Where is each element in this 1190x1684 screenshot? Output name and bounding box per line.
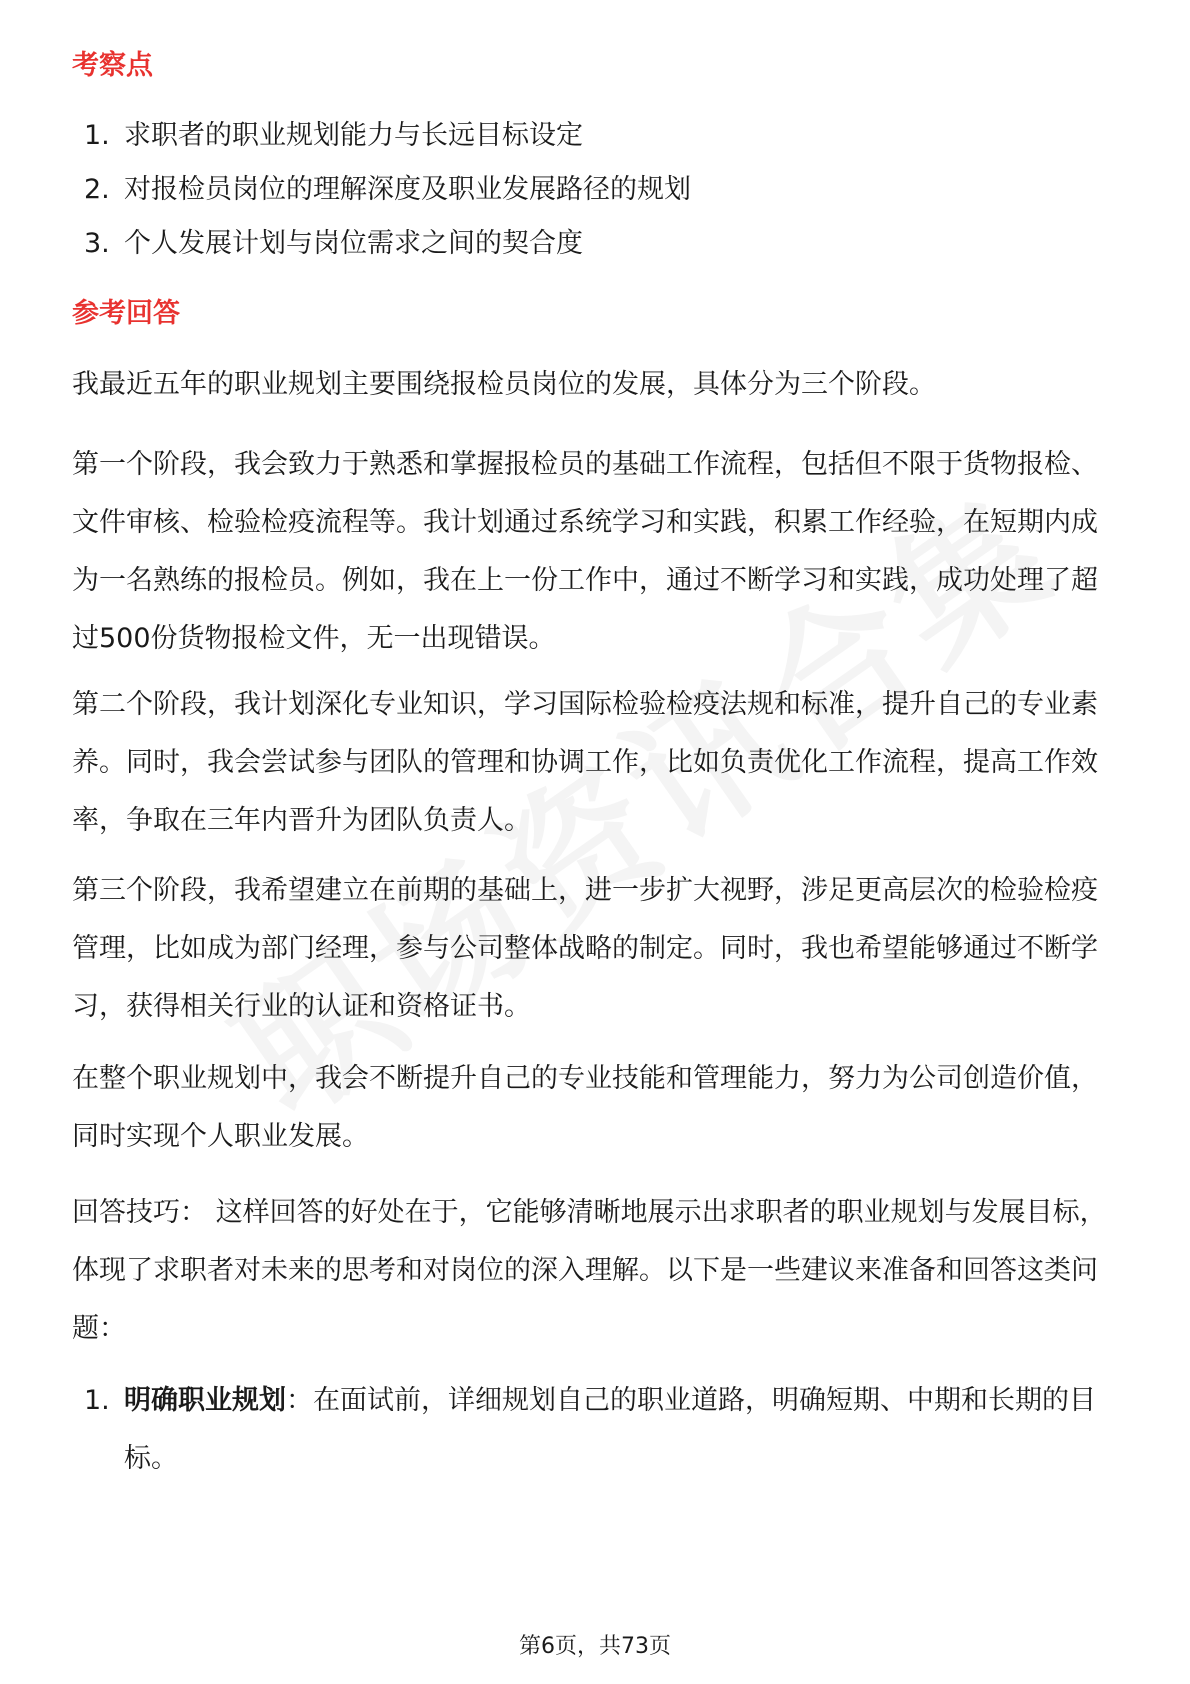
list-item-text: 个人发展计划与岗位需求之间的契合度 [124, 228, 583, 259]
paragraph: 第三个阶段，我希望建立在前期的基础上，进一步扩大视野，涉足更高层次的检验检疫管理，比如成为部门经理，参与公司整体战略的制定。同时，我也希望能够通过不断学习，获得相关行业的认证和资格证书。 [72, 875, 1098, 1022]
tip-list-item [84, 1372, 1124, 1488]
list-item-text: 对报检员岗位的理解深度及职业发展路径的规划 [124, 174, 691, 205]
list-item [84, 116, 1124, 156]
section-heading-reference-answer: 参考回答 [72, 298, 180, 329]
tip-title: 明确职业规划 [124, 1385, 286, 1416]
section-heading-assessment: 考察点 [72, 50, 153, 81]
list-number: 2. [84, 174, 110, 205]
list-number: 1. [84, 1385, 110, 1416]
list-number: 3. [84, 228, 110, 259]
tip-body [84, 1372, 1124, 1488]
tip-text: ：在面试前，详细规划自己的职业道路，明确短期、中期和长期的目标。 [124, 1385, 1096, 1474]
list-item-text: 求职者的职业规划能力与长远目标设定 [124, 120, 583, 151]
list-item [84, 224, 1124, 264]
paragraph: 第二个阶段，我计划深化专业知识，学习国际检验检疫法规和标准，提升自己的专业素养。同时，我会尝试参与团队的管理和协调工作，比如负责优化工作流程，提高工作效率，争取在三年内晋升为团队负责人。 [72, 689, 1098, 836]
list-number: 1. [84, 120, 110, 151]
list-item [84, 170, 1124, 210]
paragraph: 我最近五年的职业规划主要围绕报检员岗位的发展，具体分为三个阶段。 [72, 369, 936, 400]
paragraph: 在整个职业规划中，我会不断提升自己的专业技能和管理能力，努力为公司创造价值，同时实现个人职业发展。 [72, 1063, 1098, 1152]
answer-tips-paragraph: 回答技巧： 这样回答的好处在于，它能够清晰地展示出求职者的职业规划与发展目标，体现了求职者对未来的思考和对岗位的深入理解。以下是一些建议来准备和回答这类问题： [72, 1197, 1107, 1344]
page-number-footer: 第6页，共73页 [519, 1634, 671, 1659]
paragraph: 第一个阶段，我会致力于熟悉和掌握报检员的基础工作流程，包括但不限于货物报检、文件审核、检验检疫流程等。我计划通过系统学习和实践，积累工作经验，在短期内成为一名熟练的报检员。例如，我在上一份工作中，通过不断学习和实践，成功处理了超过500份货物报检文件，无一出现错误。 [72, 449, 1098, 654]
